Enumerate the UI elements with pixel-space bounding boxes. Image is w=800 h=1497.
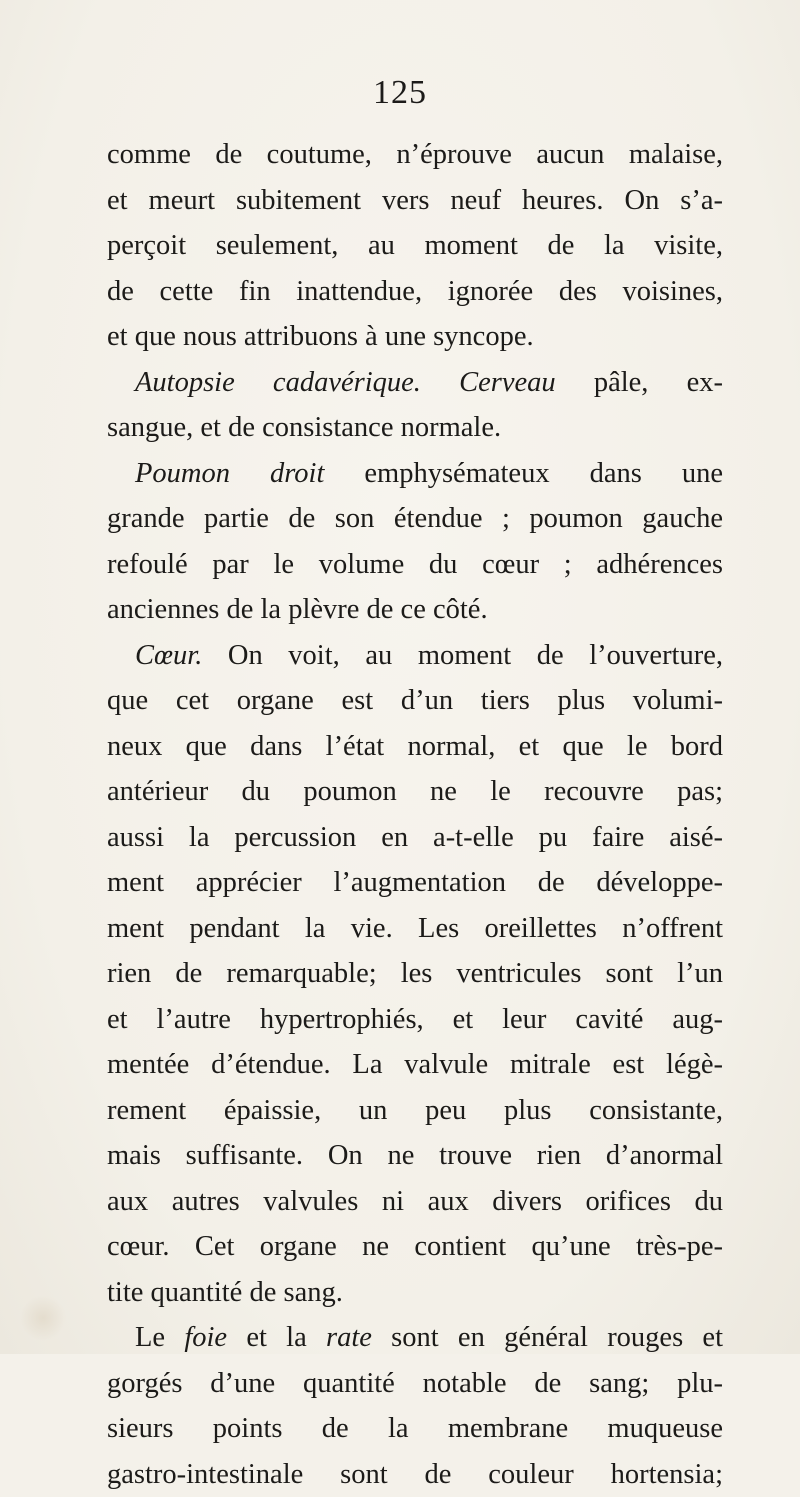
text-line: mentée d’étendue. La valvule mitrale est légè- xyxy=(107,1042,723,1088)
text-line: gastro-intestinale sont de couleur hortensia; xyxy=(107,1452,723,1497)
text-line: rien de remarquable; les ventricules sont l’un xyxy=(107,951,723,997)
text-line: aux autres valvules ni aux divers orifices du xyxy=(107,1179,723,1225)
text-line: Poumon droit emphysémateux dans une xyxy=(107,451,723,497)
text-line: perçoit seulement, au moment de la visite, xyxy=(107,223,723,269)
text-line: antérieur du poumon ne le recouvre pas; xyxy=(107,769,723,815)
text-line: sieurs points de la membrane muqueuse xyxy=(107,1406,723,1452)
text-line: gorgés d’une quantité notable de sang; plu- xyxy=(107,1361,723,1407)
italic-heading: Poumon droit xyxy=(135,458,324,489)
text-line: cœur. Cet organe ne contient qu’une très-pe- xyxy=(107,1224,723,1270)
text-line: de cette fin inattendue, ignorée des voisines, xyxy=(107,269,723,315)
text-line: et meurt subitement vers neuf heures. On s’a- xyxy=(107,178,723,224)
text-line: et l’autre hypertrophiés, et leur cavité aug- xyxy=(107,997,723,1043)
text-line: comme de coutume, n’éprouve aucun malaise, xyxy=(107,132,723,178)
text-line: anciennes de la plèvre de ce côté. xyxy=(107,587,723,633)
text-line: ment pendant la vie. Les oreillettes n’offrent xyxy=(107,906,723,952)
text-line: aussi la percussion en a-t-elle pu faire aisé- xyxy=(107,815,723,861)
text-line: refoulé par le volume du cœur ; adhérences xyxy=(107,542,723,588)
text-line: Autopsie cadavérique. Cerveau pâle, ex- xyxy=(107,360,723,406)
text-line: neux que dans l’état normal, et que le bord xyxy=(107,724,723,770)
text-line: et que nous attribuons à une syncope. xyxy=(107,314,723,360)
italic-term: rate xyxy=(326,1322,372,1353)
page-number: 125 xyxy=(0,74,800,112)
italic-term: foie xyxy=(184,1322,227,1353)
text-line: mais suffisante. On ne trouve rien d’anormal xyxy=(107,1133,723,1179)
italic-heading: Autopsie cadavérique. Cerveau xyxy=(135,367,556,398)
text-line: ment apprécier l’augmentation de développe- xyxy=(107,860,723,906)
text-line: que cet organe est d’un tiers plus volumi- xyxy=(107,678,723,724)
text-line: sangue, et de consistance normale. xyxy=(107,405,723,451)
text-line: tite quantité de sang. xyxy=(107,1270,723,1316)
italic-heading: Cœur. xyxy=(135,640,202,671)
text-line: grande partie de son étendue ; poumon gauche xyxy=(107,496,723,542)
body-text xyxy=(107,132,723,1497)
paper-stain xyxy=(20,1295,66,1341)
text-line: rement épaissie, un peu plus consistante, xyxy=(107,1088,723,1134)
text-line: Cœur. On voit, au moment de l’ouverture, xyxy=(107,633,723,679)
text-line: Le foie et la rate sont en général rouges et xyxy=(107,1315,723,1361)
